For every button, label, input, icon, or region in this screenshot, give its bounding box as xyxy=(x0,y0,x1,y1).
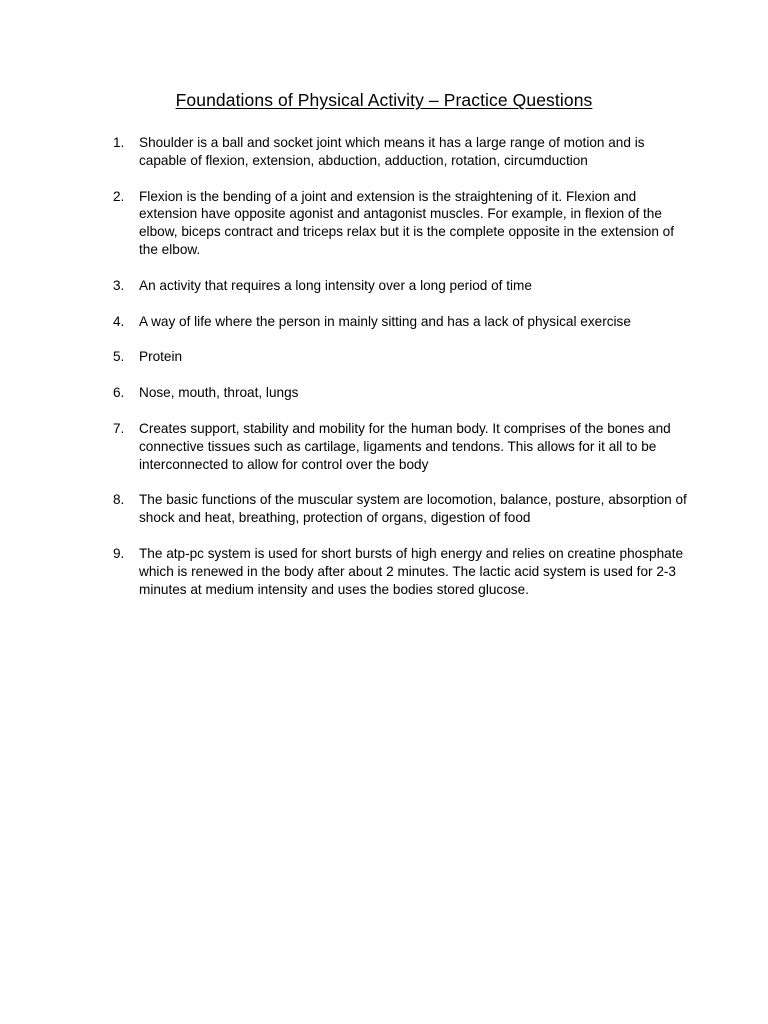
item-text: Nose, mouth, throat, lungs xyxy=(139,385,299,401)
list-item xyxy=(113,134,693,170)
item-number: 4. xyxy=(113,313,125,329)
answer-list xyxy=(113,134,693,616)
item-text: Protein xyxy=(139,349,183,365)
list-item xyxy=(113,348,693,366)
item-number: 2. xyxy=(113,188,125,204)
item-text: The atp-pc system is used for short bursts of high energy and relies on creatine phosphate which is renewed in the body after about 2 minutes. The lactic acid system is used for 2-3 minutes at medium intensity and uses the bodies stored glucose. xyxy=(139,545,684,597)
item-number: 7. xyxy=(113,420,125,436)
item-text: Creates support, stability and mobility for the human body. It comprises of the bones and connective tissues such as cartilage, ligaments and tendons. This allows for it all to be interconnected to allow for control over the body xyxy=(139,420,671,472)
item-number: 8. xyxy=(113,492,125,508)
item-number: 6. xyxy=(113,385,125,401)
document-title: Foundations of Physical Activity – Practice Questions xyxy=(175,90,593,110)
list-item xyxy=(113,384,693,402)
item-number: 3. xyxy=(113,277,125,293)
item-text: A way of life where the person in mainly sitting and has a lack of physical exercise xyxy=(139,313,631,329)
item-number: 1. xyxy=(113,135,125,150)
item-text: Shoulder is a ball and socket joint which means it has a large range of motion and is capable of flexion, extension, abduction, adduction, rotation, circumduction xyxy=(139,135,645,168)
list-item xyxy=(113,277,693,295)
list-item xyxy=(113,491,693,527)
list-item xyxy=(113,545,693,598)
item-number: 5. xyxy=(113,349,125,365)
item-text: The basic functions of the muscular system are locomotion, balance, posture, absorption of shock and heat, breathing, protection of organs, digestion of food xyxy=(139,492,687,526)
item-text: Flexion is the bending of a joint and extension is the straightening of it. Flexion and extension have opposite agonist and antagonist muscles. For example, in flexion of the elbow, biceps contract and triceps relax but it is the complete opposite in the extension of the elbow. xyxy=(139,188,674,257)
item-number: 9. xyxy=(113,545,125,561)
item-text: An activity that requires a long intensity over a long period of time xyxy=(139,277,532,293)
list-item xyxy=(113,313,693,331)
list-item xyxy=(113,188,693,259)
list-item xyxy=(113,420,693,473)
